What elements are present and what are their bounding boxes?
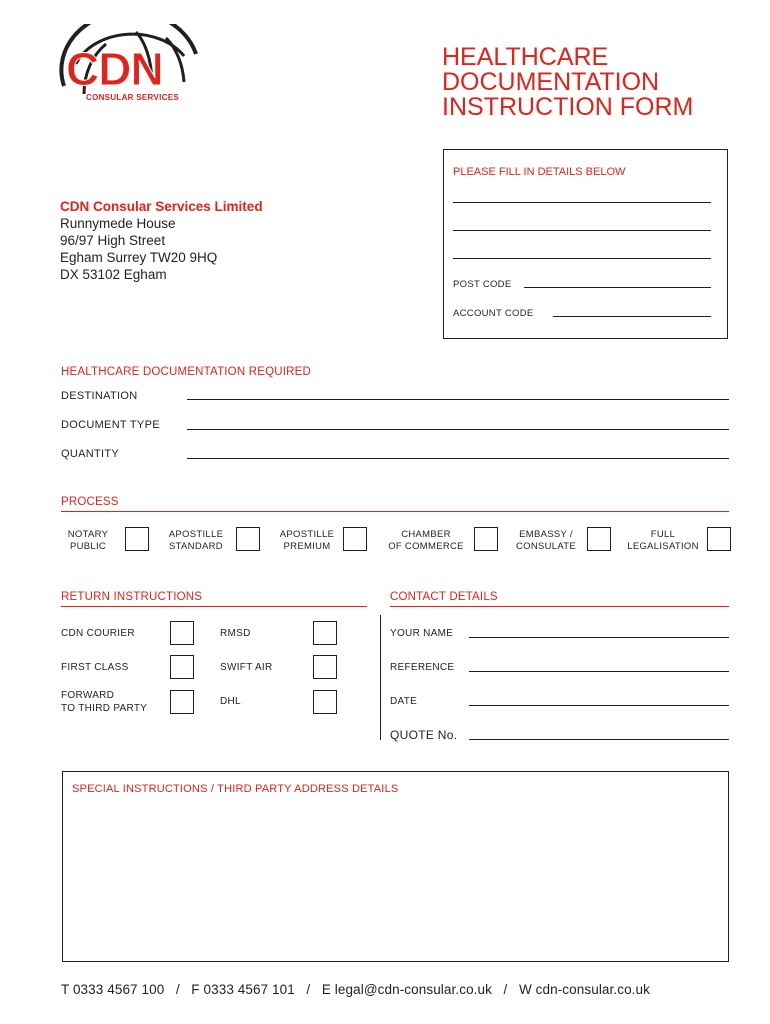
reference-label: REFERENCE (390, 662, 455, 673)
details-heading: PLEASE FILL IN DETAILS BELOW (453, 166, 626, 178)
date-label: DATE (390, 696, 418, 707)
return-heading: RETURN INSTRUCTIONS (61, 591, 203, 603)
document-type-field[interactable] (187, 429, 729, 430)
full-legalisation-checkbox[interactable] (707, 527, 731, 551)
cdn-courier-label: CDN COURIER (61, 628, 135, 639)
apostille-standard-checkbox[interactable] (236, 527, 260, 551)
contact-heading: CONTACT DETAILS (390, 591, 498, 603)
address-line: Runnymede House (60, 216, 176, 231)
contact-divider (390, 606, 729, 607)
process-option-label: CHAMBER OF COMMERCE (388, 529, 464, 552)
company-address (60, 198, 263, 283)
post-code-field[interactable] (524, 287, 711, 288)
process-option-label: APOSTILLE PREMIUM (279, 529, 335, 552)
required-heading: HEALTHCARE DOCUMENTATION REQUIRED (61, 366, 312, 378)
process-heading: PROCESS (61, 496, 119, 508)
title-line-2: DOCUMENTATION (442, 68, 660, 96)
return-divider (61, 606, 367, 607)
dhl-checkbox[interactable] (313, 690, 337, 714)
your-name-label: YOUR NAME (390, 628, 454, 639)
process-option-label: FULL LEGALISATION (627, 529, 699, 552)
post-code-label: POST CODE (453, 279, 512, 290)
address-line: Egham Surrey TW20 9HQ (60, 250, 218, 265)
your-name-field[interactable] (469, 637, 729, 638)
dhl-label: DHL (220, 696, 241, 707)
title-line-3: INSTRUCTION FORM (442, 93, 694, 121)
document-type-label: DOCUMENT TYPE (61, 419, 160, 431)
address-line: DX 53102 Egham (60, 267, 167, 282)
forward-third-party-checkbox[interactable] (170, 690, 194, 714)
address-line: 96/97 High Street (60, 233, 166, 248)
date-field[interactable] (469, 705, 729, 706)
first-class-label: FIRST CLASS (61, 662, 129, 673)
swift-air-checkbox[interactable] (313, 655, 337, 679)
destination-label: DESTINATION (61, 390, 138, 402)
company-name: CDN Consular Services Limited (60, 199, 263, 214)
process-divider (61, 511, 729, 512)
process-option-label: APOSTILLE STANDARD (168, 529, 224, 552)
forward-third-party-label: FORWARD TO THIRD PARTY (61, 690, 148, 714)
quote-field[interactable] (469, 739, 729, 740)
rmsd-checkbox[interactable] (313, 621, 337, 645)
quote-label: QUOTE No. (390, 728, 458, 742)
account-code-label: ACCOUNT CODE (453, 308, 534, 319)
logo-tagline: CONSULAR SERVICES (86, 93, 179, 102)
destination-field[interactable] (187, 399, 729, 400)
contact-separator (380, 615, 381, 740)
details-line-3[interactable] (453, 258, 711, 259)
quantity-field[interactable] (187, 458, 729, 459)
chamber-of-commerce-checkbox[interactable] (474, 527, 498, 551)
account-code-field[interactable] (553, 316, 711, 317)
embassy-consulate-checkbox[interactable] (587, 527, 611, 551)
notary-public-checkbox[interactable] (125, 527, 149, 551)
special-instructions-heading: SPECIAL INSTRUCTIONS / THIRD PARTY ADDRESS DETAILS (72, 783, 399, 795)
rmsd-label: RMSD (220, 628, 251, 639)
details-line-1[interactable] (453, 202, 711, 203)
quantity-label: QUANTITY (61, 448, 120, 460)
title-line-1: HEALTHCARE (442, 43, 609, 71)
reference-field[interactable] (469, 671, 729, 672)
first-class-checkbox[interactable] (170, 655, 194, 679)
cdn-courier-checkbox[interactable] (170, 621, 194, 645)
footer-contact: T 0333 4567 100 / F 0333 4567 101 / E legal@cdn-consular.co.uk / W cdn-consular.co.uk (61, 982, 650, 997)
details-line-2[interactable] (453, 230, 711, 231)
process-option-label: EMBASSY / CONSULATE (515, 529, 577, 552)
form-title (442, 45, 693, 120)
apostille-premium-checkbox[interactable] (343, 527, 367, 551)
special-instructions-box[interactable] (62, 771, 729, 962)
company-logo (56, 24, 206, 106)
swift-air-label: SWIFT AIR (220, 662, 273, 673)
logo-wordmark: CDN (66, 43, 163, 95)
process-option-label: NOTARY PUBLIC (67, 529, 109, 552)
